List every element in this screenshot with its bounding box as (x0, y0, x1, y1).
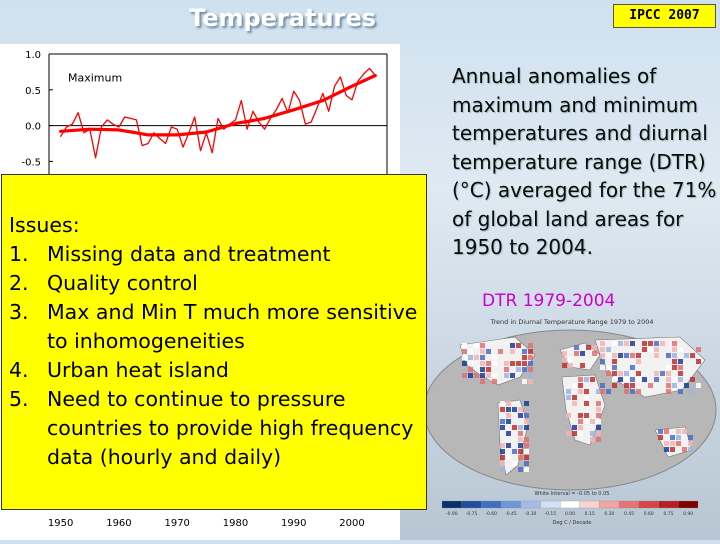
map-grid-cell (512, 407, 517, 412)
map-grid-cell (566, 395, 571, 400)
map-grid-cell (562, 351, 567, 356)
map-grid-cell (500, 407, 505, 412)
map-grid-cell (524, 449, 529, 454)
map-grid-cell (516, 367, 521, 372)
map-grid-cell (630, 383, 635, 388)
map-grid-cell (572, 401, 577, 406)
y-tick-label: 0.5 (25, 85, 41, 97)
map-grid-cell (676, 435, 681, 440)
issue-number: 1. (9, 242, 29, 266)
map-grid-cell (510, 343, 515, 348)
map-grid-cell (678, 371, 683, 376)
map-grid-cell (474, 355, 479, 360)
map-grid-cell (678, 347, 683, 352)
map-grid-cell (584, 413, 589, 418)
ipcc-badge: IPCC 2007 (613, 4, 716, 28)
legend-color-swatch (501, 501, 521, 508)
map-title: Trend in Diurnal Temperature Range 1979 to 2004 (490, 318, 654, 326)
map-grid-cell (468, 373, 473, 378)
map-grid-cell (572, 395, 577, 400)
map-grid-cell (642, 347, 647, 352)
legend-color-swatch (659, 501, 679, 508)
map-grid-cell (480, 373, 485, 378)
map-grid-cell (518, 431, 523, 436)
x-tick-label: 1980 (222, 518, 249, 529)
issue-item (9, 356, 421, 385)
map-grid-cell (578, 431, 583, 436)
map-grid-cell (524, 413, 529, 418)
map-grid-cell (688, 435, 693, 440)
map-grid-cell (506, 455, 511, 460)
map-grid-cell (606, 347, 611, 352)
map-grid-cell (600, 353, 605, 358)
map-grid-cell (664, 447, 669, 452)
map-grid-cell (690, 389, 695, 394)
map-grid-cell (672, 353, 677, 358)
legend-tick-label: -0.90 (446, 512, 458, 517)
map-grid-cell (462, 343, 467, 348)
map-grid-cell (522, 361, 527, 366)
map-grid-cell (696, 347, 701, 352)
map-grid-cell (658, 429, 663, 434)
map-grid-cell (518, 425, 523, 430)
map-grid-cell (606, 365, 611, 370)
map-grid-cell (688, 447, 693, 452)
map-grid-cell (566, 389, 571, 394)
issues-box (1, 174, 427, 510)
map-grid-cell (480, 361, 485, 366)
map-grid-cell (596, 401, 601, 406)
map-grid-cell (624, 371, 629, 376)
map-grid-cell (596, 425, 601, 430)
map-grid-cell (562, 357, 567, 362)
y-tick-label: 0.0 (25, 121, 41, 133)
map-grid-cell (678, 389, 683, 394)
map-grid-cell (468, 355, 473, 360)
map-grid-cell (592, 345, 597, 350)
map-grid-cell (528, 361, 533, 366)
legend-tick-label: -0.60 (485, 512, 498, 517)
map-grid-cell (596, 413, 601, 418)
map-grid-cell (630, 341, 635, 346)
map-grid-cell (524, 443, 529, 448)
legend-tick-label: 0.90 (683, 512, 694, 517)
map-grid-cell (578, 383, 583, 388)
map-grid-cell (606, 353, 611, 358)
map-grid-cell (524, 425, 529, 430)
map-grid-cell (684, 353, 689, 358)
map-grid-cell (584, 389, 589, 394)
map-grid-cell (682, 447, 687, 452)
map-grid-cell (624, 341, 629, 346)
map-legend-unit: Deg C / Decade (552, 520, 592, 525)
map-grid-cell (670, 435, 675, 440)
map-grid-cell (618, 341, 623, 346)
dtr-label: DTR 1979-2004 (482, 291, 616, 311)
map-grid-cell (584, 377, 589, 382)
y-tick-label: -0.5 (21, 157, 41, 169)
x-tick-label: 1970 (164, 518, 190, 529)
map-grid-cell (606, 389, 611, 394)
panel-label: Maximum (68, 71, 123, 85)
map-grid-cell (584, 395, 589, 400)
map-grid-cell (636, 353, 641, 358)
issue-item (9, 269, 421, 298)
map-grid-cell (636, 377, 641, 382)
map-grid-cell (524, 467, 529, 472)
map-grid-cell (510, 373, 515, 378)
map-grid-cell (672, 377, 677, 382)
map-grid-cell (678, 359, 683, 364)
map-grid-cell (648, 341, 653, 346)
map-grid-cell (572, 425, 577, 430)
map-grid-cell (580, 351, 585, 356)
map-grid-cell (524, 401, 529, 406)
map-grid-cell (672, 365, 677, 370)
map-grid-cell (612, 377, 617, 382)
map-grid-cell (624, 353, 629, 358)
map-grid-cell (506, 401, 511, 406)
map-grid-cell (578, 419, 583, 424)
map-grid-cell (500, 401, 505, 406)
map-grid-cell (636, 359, 641, 364)
map-grid-cell (504, 367, 509, 372)
map-grid-cell (654, 341, 659, 346)
map-grid-cell (642, 341, 647, 346)
map-grid-cell (612, 359, 617, 364)
map-grid-cell (666, 383, 671, 388)
map-grid-cell (654, 377, 659, 382)
map-grid-cell (690, 353, 695, 358)
x-tick-label: 2000 (339, 518, 365, 529)
map-grid-cell (676, 441, 681, 446)
map-grid-cell (516, 343, 521, 348)
legend-color-swatch (521, 501, 541, 508)
map-grid-cell (512, 449, 517, 454)
issue-text: Urban heat island (47, 358, 229, 382)
legend-tick-label: 0.60 (643, 512, 654, 517)
map-grid-cell (654, 371, 659, 376)
map-grid-cell (500, 455, 505, 460)
map-grid-cell (512, 461, 517, 466)
issue-number: 5. (9, 387, 29, 411)
map-grid-cell (498, 349, 503, 354)
map-grid-cell (524, 461, 529, 466)
map-grid-cell (666, 371, 671, 376)
legend-color-swatch (619, 501, 639, 508)
map-grid-cell (506, 431, 511, 436)
map-grid-cell (682, 429, 687, 434)
issue-text: Max and Min T much more sensitive to inhomogeneities (47, 300, 418, 353)
map-grid-cell (684, 383, 689, 388)
map-grid-cell (500, 419, 505, 424)
issue-number: 3. (9, 300, 29, 324)
map-grid-cell (666, 353, 671, 358)
map-grid-cell (572, 383, 577, 388)
map-grid-cell (606, 371, 611, 376)
map-grid-cell (590, 377, 595, 382)
map-grid-cell (590, 431, 595, 436)
map-grid-cell (518, 437, 523, 442)
map-grid-cell (518, 455, 523, 460)
map-grid-cell (612, 341, 617, 346)
map-grid-cell (600, 341, 605, 346)
map-grid-cell (658, 435, 663, 440)
map-grid-cell (512, 425, 517, 430)
map-grid-cell (596, 431, 601, 436)
map-grid-cell (518, 443, 523, 448)
chart-description: Annual anomalies of maximum and minimum temperatures and diurnal temperature range (DTR) (°C) averaged for the 71% of global land areas for 1950 to 2004. (452, 64, 717, 259)
legend-color-swatch (481, 501, 501, 508)
map-grid-cell (678, 377, 683, 382)
map-grid-cell (678, 365, 683, 370)
map-grid-cell (618, 371, 623, 376)
map-grid-cell (690, 377, 695, 382)
map-grid-cell (590, 419, 595, 424)
map-grid-cell (504, 361, 509, 366)
map-grid-cell (590, 437, 595, 442)
map-grid-cell (522, 367, 527, 372)
legend-color-swatch (639, 501, 659, 508)
map-grid-cell (578, 413, 583, 418)
map-grid-cell (500, 467, 505, 472)
map-grid-cell (524, 455, 529, 460)
legend-tick-label: -0.15 (544, 512, 557, 517)
map-grid-cell (528, 349, 533, 354)
map-grid-cell (664, 441, 669, 446)
map-grid-cell (574, 351, 579, 356)
map-grid-cell (528, 355, 533, 360)
map-grid-cell (462, 373, 467, 378)
legend-tick-label: 0.45 (624, 512, 635, 517)
issues-list (9, 240, 421, 472)
legend-tick-label: 0.00 (564, 512, 576, 517)
map-grid-cell (688, 441, 693, 446)
map-grid-cell (696, 359, 701, 364)
map-grid-cell (600, 389, 605, 394)
legend-tick-label: -0.75 (465, 512, 478, 517)
issue-item (9, 298, 421, 356)
map-grid-cell (510, 349, 515, 354)
map-grid-cell (468, 349, 473, 354)
map-grid-cell (480, 379, 485, 384)
map-grid-cell (654, 353, 659, 358)
map-grid-cell (462, 349, 467, 354)
map-grid-cell (516, 361, 521, 366)
map-grid-cell (578, 425, 583, 430)
map-grid-cell (676, 429, 681, 434)
map-grid-cell (654, 347, 659, 352)
map-grid-cell (528, 373, 533, 378)
map-grid-cell (462, 361, 467, 366)
x-tick-label: 1960 (106, 518, 132, 529)
map-grid-cell (474, 373, 479, 378)
map-grid-cell (486, 373, 491, 378)
map-grid-cell (612, 371, 617, 376)
issue-text: Quality control (47, 271, 198, 295)
issue-text: Missing data and treatment (47, 242, 331, 266)
legend-color-swatch (462, 501, 482, 508)
map-grid-cell (660, 341, 665, 346)
map-grid-cell (510, 361, 515, 366)
legend-color-swatch (580, 501, 600, 508)
map-grid-cell (524, 437, 529, 442)
x-tick-label: 1950 (47, 518, 74, 529)
issue-number: 2. (9, 271, 29, 295)
map-grid-cell (506, 443, 511, 448)
map-grid-cell (636, 371, 641, 376)
map-grid-cell (596, 437, 601, 442)
map-grid-cell (612, 365, 617, 370)
dtr-trend-map (420, 315, 720, 525)
map-grid-cell (672, 347, 677, 352)
map-grid-cell (664, 429, 669, 434)
map-grid-cell (562, 363, 567, 368)
issue-number: 4. (9, 358, 29, 382)
map-grid-cell (584, 401, 589, 406)
legend-color-swatch (600, 501, 620, 508)
map-grid-cell (480, 355, 485, 360)
map-grid-cell (506, 407, 511, 412)
map-grid-cell (522, 379, 527, 384)
map-grid-cell (522, 355, 527, 360)
map-grid-cell (486, 361, 491, 366)
map-grid-cell (666, 389, 671, 394)
map-grid-cell (624, 383, 629, 388)
legend-color-swatch (540, 501, 560, 508)
map-grid-cell (624, 389, 629, 394)
map-grid-cell (636, 389, 641, 394)
issue-text: Need to continue to pressure countries to provide high frequency data (hourly and daily) (47, 387, 414, 469)
map-grid-cell (574, 345, 579, 350)
map-grid-cell (666, 365, 671, 370)
map-grid-cell (672, 359, 677, 364)
map-grid-cell (504, 373, 509, 378)
issue-item (9, 385, 421, 472)
legend-tick-label: 0.15 (584, 512, 595, 517)
map-grid-cell (624, 377, 629, 382)
map-grid-cell (506, 413, 511, 418)
map-grid-cell (578, 377, 583, 382)
map-grid-cell (500, 425, 505, 430)
x-tick-label: 1990 (281, 518, 307, 529)
map-grid-cell (568, 363, 573, 368)
legend-tick-label: 0.75 (663, 512, 674, 517)
map-grid-cell (670, 441, 675, 446)
map-grid-cell (474, 343, 479, 348)
map-grid-cell (500, 449, 505, 454)
map-grid-cell (596, 419, 601, 424)
map-grid-cell (586, 345, 591, 350)
map-grid-cell (480, 349, 485, 354)
map-grid-cell (600, 347, 605, 352)
map-grid-cell (612, 353, 617, 358)
map-grid-cell (672, 341, 677, 346)
map-grid-cell (518, 467, 523, 472)
map-grid-cell (518, 413, 523, 418)
map-grid-cell (578, 389, 583, 394)
map-grid-cell (672, 383, 677, 388)
slide-title: Temperatures (189, 4, 376, 32)
map-grid-cell (480, 343, 485, 348)
map-grid-cell (524, 419, 529, 424)
map-grid-cell (566, 431, 571, 436)
map-grid-cell (630, 353, 635, 358)
map-grid-cell (630, 389, 635, 394)
map-grid-cell (600, 359, 605, 364)
map-grid-cell (468, 367, 473, 372)
map-grid-cell (500, 443, 505, 448)
map-grid-cell (630, 365, 635, 370)
map-grid-cell (522, 349, 527, 354)
map-grid-cell (492, 361, 497, 366)
map-grid-cell (500, 461, 505, 466)
map-grid-cell (596, 407, 601, 412)
map-grid-cell (528, 343, 533, 348)
legend-color-swatch (442, 501, 462, 508)
map-grid-cell (612, 383, 617, 388)
map-grid-cell (518, 449, 523, 454)
issues-heading: Issues: (9, 213, 80, 237)
legend-tick-label: -0.45 (505, 512, 517, 517)
map-grid-cell (528, 367, 533, 372)
legend-color-swatch (560, 501, 580, 508)
legend-tick-label: -0.30 (524, 512, 537, 517)
map-grid-cell (696, 383, 701, 388)
map-grid-cell (618, 377, 623, 382)
map-grid-cell (600, 365, 605, 370)
map-grid-cell (486, 367, 491, 372)
map-grid-cell (642, 377, 647, 382)
legend-tick-label: 0.30 (604, 512, 615, 517)
map-grid-cell (468, 361, 473, 366)
map-grid-cell (506, 419, 511, 424)
map-legend-note: White Interval = -0.05 to 0.05 (534, 491, 610, 497)
map-grid-cell (670, 447, 675, 452)
map-grid-cell (480, 367, 485, 372)
map-grid-cell (492, 379, 497, 384)
map-grid-cell (518, 407, 523, 412)
map-grid-cell (572, 431, 577, 436)
map-grid-cell (566, 413, 571, 418)
map-grid-cell (580, 363, 585, 368)
map-grid-cell (618, 353, 623, 358)
map-grid-cell (486, 349, 491, 354)
map-grid-cell (648, 347, 653, 352)
map-grid-cell (568, 357, 573, 362)
map-grid-cell (592, 351, 597, 356)
y-tick-label: 1.0 (25, 50, 41, 61)
legend-color-swatch (678, 501, 698, 508)
map-grid-cell (648, 383, 653, 388)
map-grid-cell (462, 355, 467, 360)
map-grid-cell (492, 355, 497, 360)
map-grid-cell (630, 377, 635, 382)
map-grid-cell (584, 419, 589, 424)
map-grid-cell (660, 371, 665, 376)
map-grid-cell (492, 373, 497, 378)
map-grid-cell (600, 383, 605, 388)
map-grid-cell (528, 379, 533, 384)
map-grid-cell (666, 377, 671, 382)
issue-item (9, 240, 421, 269)
